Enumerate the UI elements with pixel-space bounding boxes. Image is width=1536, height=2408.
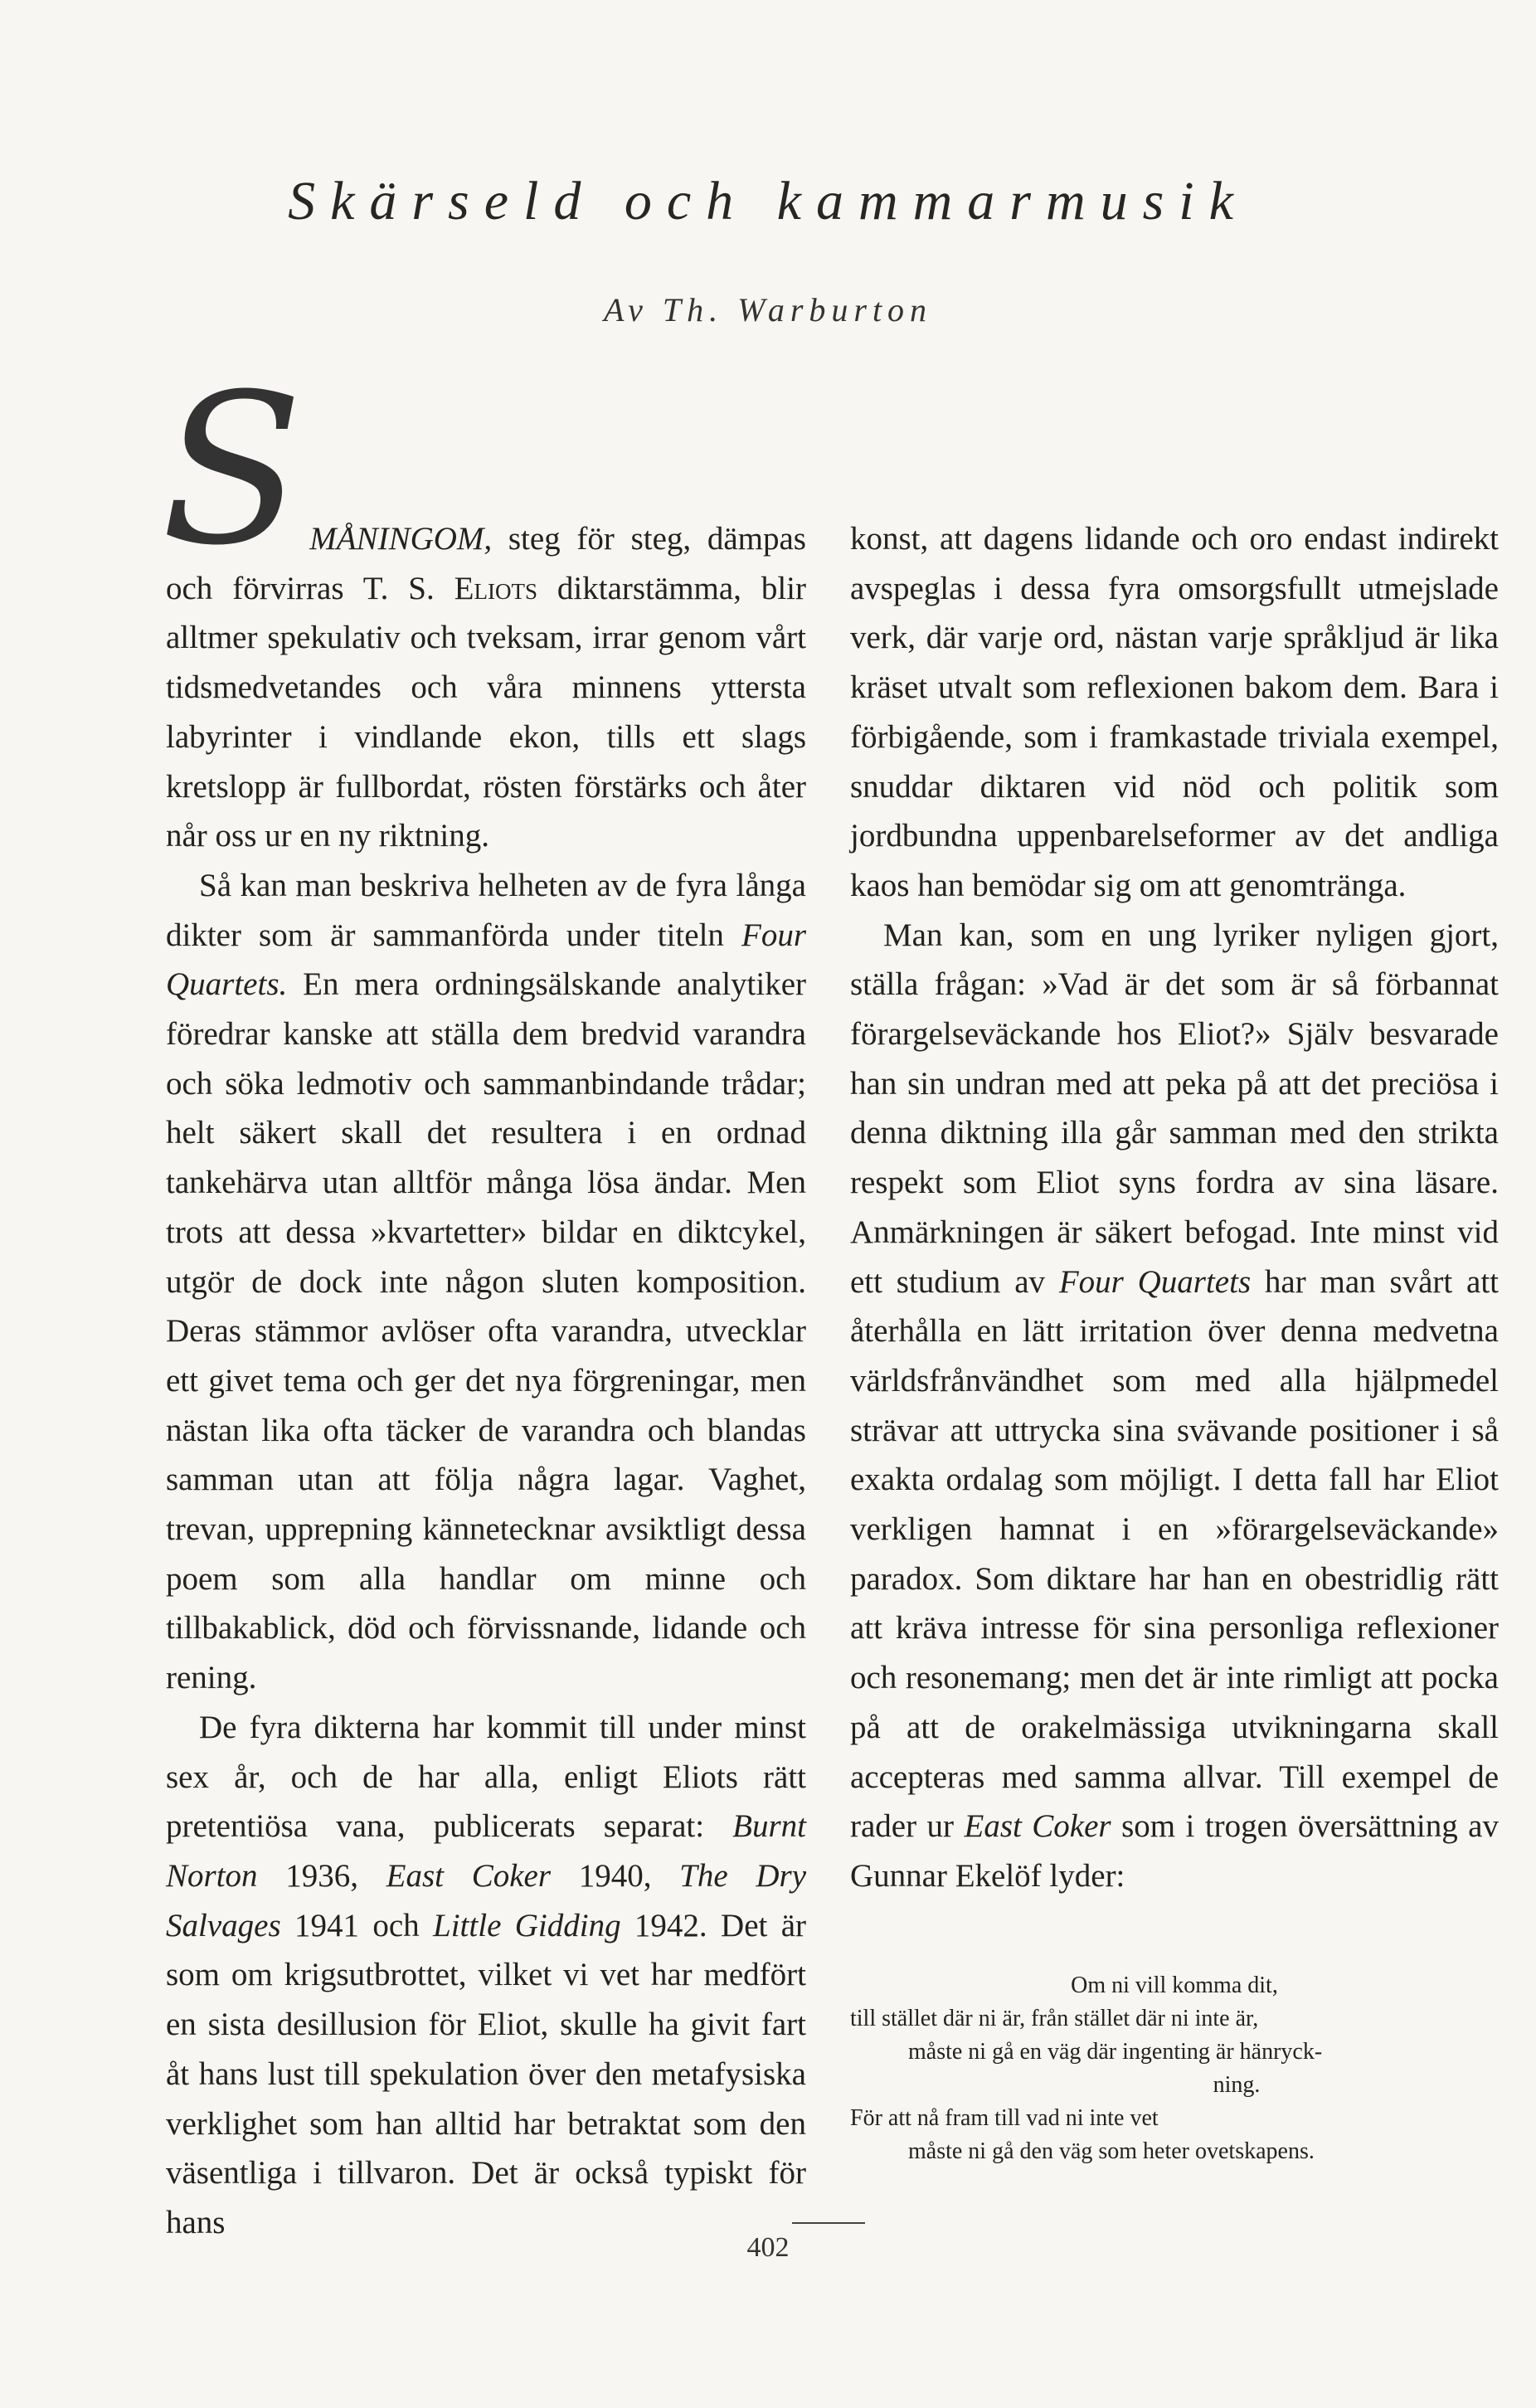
work-title: Four Quartets. bbox=[166, 917, 806, 1003]
article-title: Skärseld och kammarmusik bbox=[288, 171, 1248, 231]
page-number-rule bbox=[792, 2222, 865, 2224]
text-run: diktarstämma, blir alltmer spekulativ och tveksam, irrar genom vårt tidsmedvetandes och våra minnens yttersta labyrinter i vindlande ekon, tills ett slags kretslopp är fullbordat, rösten förstärks och åter når oss ur en ny riktning. bbox=[166, 570, 806, 854]
paragraph: konst, att dagens lidande och oro endast indirekt avspeglas i dessa fyra omsorgsfullt utmejslade verk, där varje ord, nästan varje språkljud är lika kräset utvalt som reflexionen bakom dem. Bara i förbigående, som i framkastade triviala exempel, snuddar diktaren vid nöd och politik som jordbundna uppenbarelseformer av det andliga kaos han bemödar sig om att genomtränga. bbox=[850, 521, 1499, 903]
text-run: steg för steg, dämpas och förvirras T. S. bbox=[166, 521, 806, 606]
text-run: 1940, bbox=[551, 1857, 680, 1894]
drop-cap: S bbox=[161, 349, 304, 591]
poem-line: måste ni gå den väg som heter ovetskapens. bbox=[908, 2138, 1315, 2164]
author-name: Eliots bbox=[454, 570, 537, 606]
paragraph bbox=[161, 349, 806, 861]
work-title: Four Quartets bbox=[1058, 1263, 1252, 1300]
work-title: Burnt Norton bbox=[166, 1808, 806, 1894]
lead-word: MÅNINGOM, bbox=[309, 521, 493, 557]
paragraph bbox=[850, 911, 1499, 1901]
text-run: har man svårt att återhålla en lätt irritation över denna medvetna världsfrånvändhet som med alla hjälpmedel strävar att uttrycka sina svävande positioner i så exakta ordalag som möjligt. I detta fall har Eliot verkligen hamnat i en »förargelseväckande» paradox. Som diktare har han en obestridlig rätt att kräva intresse för sina personliga reflexioner och resonemang; men det är inte rimligt att pocka på att de orakelmässiga utvikningarna skall accepteras med samma allvar. Till exempel de rader ur bbox=[850, 1263, 1500, 1845]
left-column bbox=[161, 349, 807, 2248]
text-run: 1942. Det är som om krigsutbrottet, vilket vi vet har medfört en sista desillusion för Eliot, skulle ha givit fart åt hans lust till spekulation över den metafysiska verklighet som han alltid har betraktat som den väsentliga i tillvaron. Det är också typiskt för hans bbox=[166, 1907, 807, 2240]
work-title: East Coker bbox=[386, 1857, 552, 1894]
poem-line: För att nå fram till vad ni inte vet bbox=[850, 2105, 1159, 2131]
page-number: 402 bbox=[746, 2232, 790, 2263]
poem-quote bbox=[850, 1969, 1499, 2168]
poem-line: Om ni vill komma dit, bbox=[1071, 1973, 1278, 1998]
poem-line: ning. bbox=[1213, 2072, 1261, 2098]
text-run: som i trogen översättning av Gunnar Ekelöf lyder: bbox=[850, 1808, 1499, 1894]
poem-line: måste ni gå en väg där ingenting är hänryck- bbox=[908, 2039, 1323, 2065]
right-column bbox=[850, 514, 1499, 1901]
work-title: East Coker bbox=[964, 1808, 1111, 1845]
article-author: Av Th. Warburton bbox=[603, 291, 933, 328]
poem-line: till stället där ni är, från stället där ni inte är, bbox=[850, 2006, 1259, 2031]
paragraph bbox=[166, 1703, 806, 2248]
paragraph bbox=[166, 861, 806, 1703]
text-run: En mera ordningsälskande analytiker föredrar kanske att ställa dem bredvid varandra och söka ledmotiv och sammanbindande trådar; helt säkert skall det resultera i en ordnad tankehärva utan alltför många lösa ändar. Men trots att dessa »kvartetter» bildar en diktcykel, utgör de dock inte någon sluten komposition. Deras stämmor avlöser ofta varandra, utvecklar ett givet tema och ger det nya förgreningar, men nästan lika ofta täcker de varandra och blandas samman utan att följa några lagar. Vaghet, trevan, upprepning kännetecknar avsiktligt dessa poem som alla handlar om minne och tillbakablick, död och förvissnande, lidande och rening. bbox=[166, 966, 806, 1696]
text-run: Man kan, som en ung lyriker nyligen gjort, ställa frågan: »Vad är det som är så förbannat förargelseväckande hos Eliot?» Själv besvarade han sin undran med att peka på att det preciösa i denna diktning illa går samman med den strikta respekt som Eliot syns fordra av sina läsare. Anmärkningen är säkert befogad. Inte minst vid ett studium av bbox=[850, 917, 1499, 1300]
text-run: De fyra dikterna har kommit till under minst sex år, och de har alla, enligt Eliots rätt pretentiösa vana, publicerats separat: bbox=[166, 1709, 806, 1845]
work-title: The Dry Salvages bbox=[166, 1857, 807, 1943]
text-run: Så kan man beskriva helheten av de fyra långa dikter som är sammanförda under titeln bbox=[166, 867, 806, 953]
text-run: 1936, bbox=[257, 1857, 386, 1894]
work-title: Little Gidding bbox=[433, 1907, 621, 1943]
text-run: 1941 och bbox=[280, 1907, 434, 1943]
